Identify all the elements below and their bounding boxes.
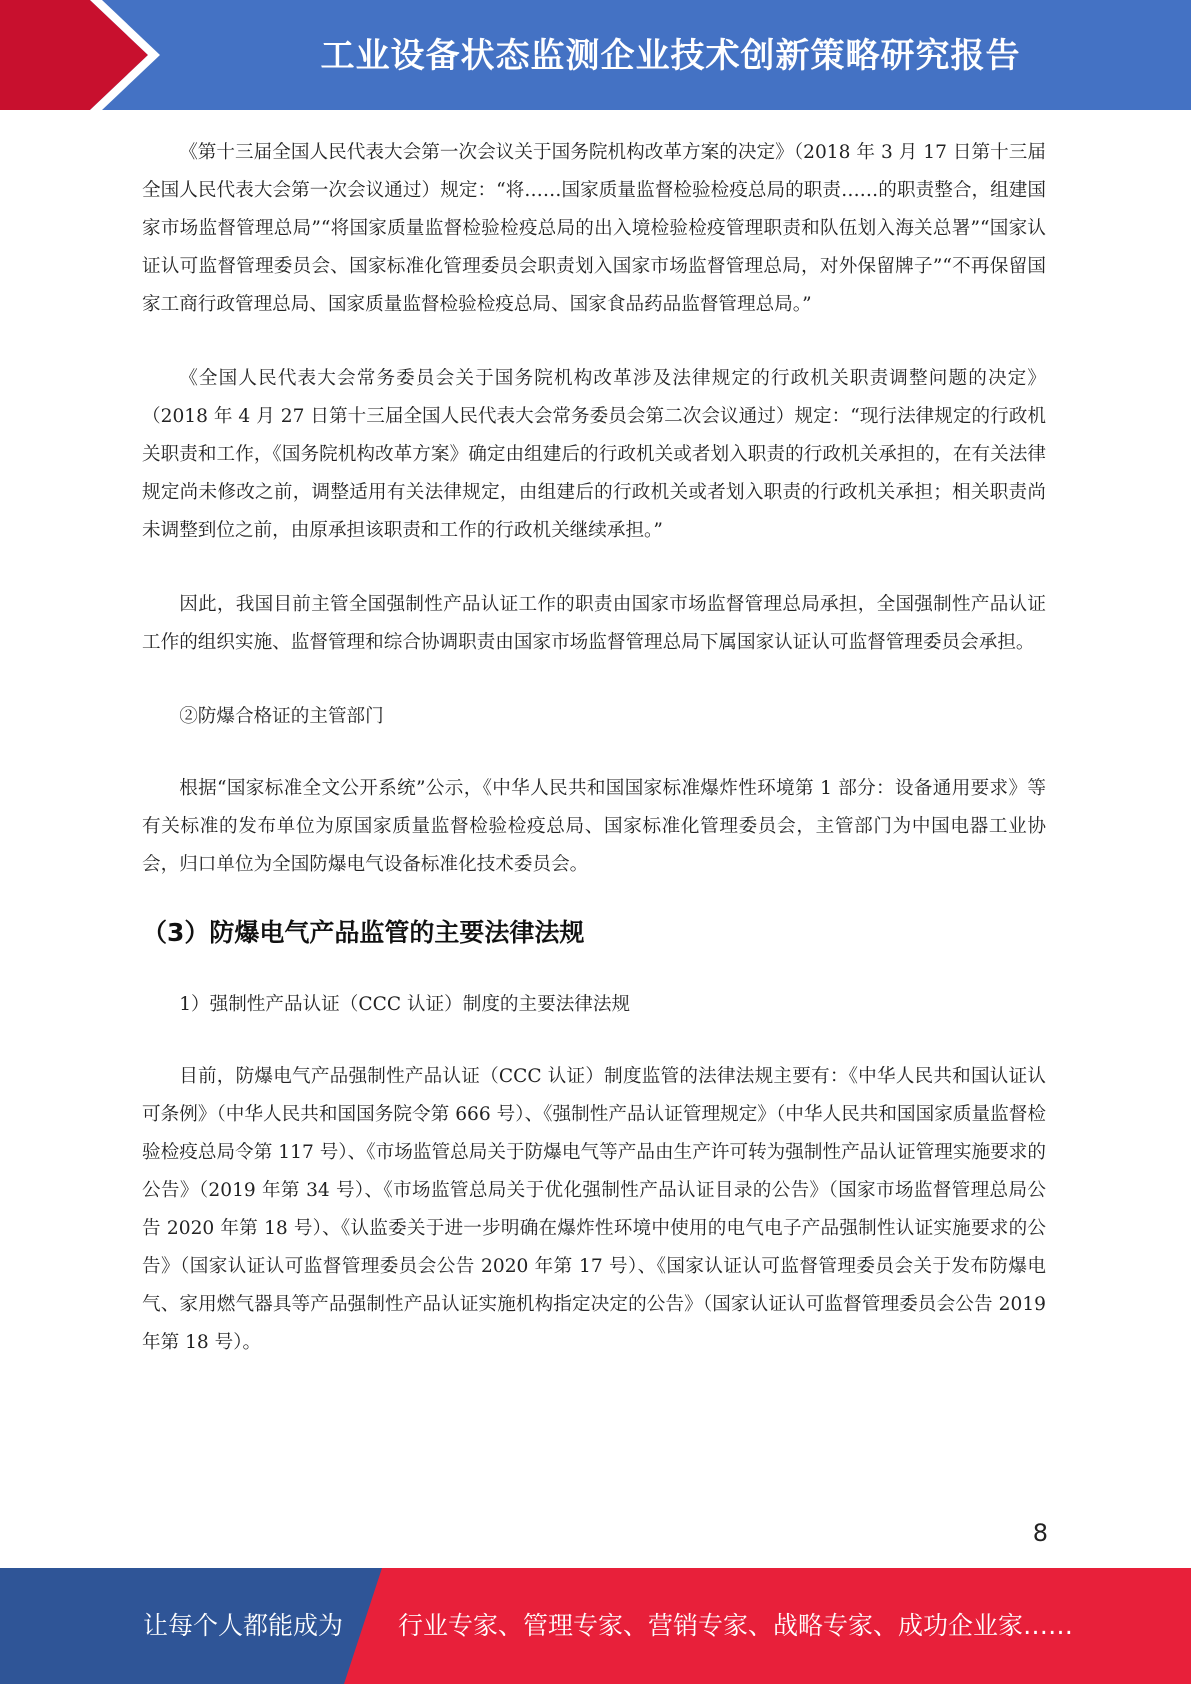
header-banner [0, 0, 1191, 110]
paragraph-regulations-list: 目前，防爆电气产品强制性产品认证（CCC 认证）制度监管的法律法规主要有：《中华人民共和国认证认可条例》（中华人民共和国国务院令第 666 号）、《强制性产品认证管理规定》（中华人民共和国国家质量监督检验检疫总局令第 117 号）、《市场监管总局关于防爆电气等产品由生产许可转为强制性产品认证管理实施要求的公告》（2019 年第 34 号）、《市场监管总局关于优化强制性产品认证目录的公告》（国家市场监督管理总局公告 2020 年第 18 号）、《认监委关于进一步明确在爆炸性环境中使用的电气电子产品强制性认证实施要求的公告》（国家认证认可监督管理委员会公告 2020 年第 17 号）、《国家认证认可监督管理委员会关于发布防爆电气、家用燃气器具等产品强制性产品认证实施机构指定决定的公告》（国家认证认可监督管理委员会公告 2019 年第 18 号）。 [142, 1066, 1046, 1353]
document-body [142, 134, 1046, 1398]
paragraph-ccc-authority: 因此，我国目前主管全国强制性产品认证工作的职责由国家市场监督管理总局承担，全国强制性产品认证工作的组织实施、监督管理和综合协调职责由国家市场监督管理总局下属国家认证认可监督管理委员会承担。 [142, 594, 1046, 653]
page-number: 8 [1032, 1519, 1048, 1547]
footer-slogan-left: 让每个人都能成为 [143, 1611, 344, 1640]
header-arrow-decoration [0, 0, 160, 110]
section-heading: （3）防爆电气产品监管的主要法律法规 [142, 918, 585, 947]
paragraph-decision-2018-april: 《全国人民代表大会常务委员会关于国务院机构改革涉及法律规定的行政机关职责调整问题的决定》（2018 年 4 月 27 日第十三届全国人民代表大会常务委员会第二次会议通过）规定：“现行法律规定的行政机关职责和工作，《国务院机构改革方案》确定由组建后的行政机关或者划入职责的行政机关承担的，在有关法律规定尚未修改之前，调整适用有关法律规定，由组建后的行政机关或者划入职责的行政机关承担；相关职责尚未调整到位之前，由原承担该职责和工作的行政机关继续承担。” [142, 368, 1046, 541]
paragraph-decision-2018-march: 《第十三届全国人民代表大会第一次会议关于国务院机构改革方案的决定》（2018 年 3 月 17 日第十三届全国人民代表大会第一次会议通过）规定：“将……国家质量监督检验检疫总局的职责……的职责整合，组建国家市场监督管理总局”“将国家质量监督检验检疫总局的出入境检验检疫管理职责和队伍划入海关总署”“国家认证认可监督管理委员会、国家标准化管理委员会职责划入国家市场监督管理总局，对外保留牌子”“不再保留国家工商行政管理总局、国家质量监督检验检疫总局、国家食品药品监督管理总局。” [142, 142, 1046, 315]
paragraph-national-standard: 根据“国家标准全文公开系统”公示，《中华人民共和国国家标准爆炸性环境第 1 部分：设备通用要求》等有关标准的发布单位为原国家质量监督检验检疫总局、国家标准化管理委员会，主管部门为中国电器工业协会，归口单位为全国防爆电气设备标准化技术委员会。 [142, 778, 1046, 875]
footer-slogan-right: 行业专家、管理专家、营销专家、战略专家、成功企业家…… [398, 1611, 1074, 1640]
subheading-ccc-regulations: 1）强制性产品认证（CCC 认证）制度的主要法律法规 [179, 994, 631, 1015]
subheading-explosion-proof-authority: ②防爆合格证的主管部门 [179, 706, 384, 727]
report-title: 工业设备状态监测企业技术创新策略研究报告 [320, 36, 1021, 76]
footer-banner [0, 1568, 1191, 1684]
